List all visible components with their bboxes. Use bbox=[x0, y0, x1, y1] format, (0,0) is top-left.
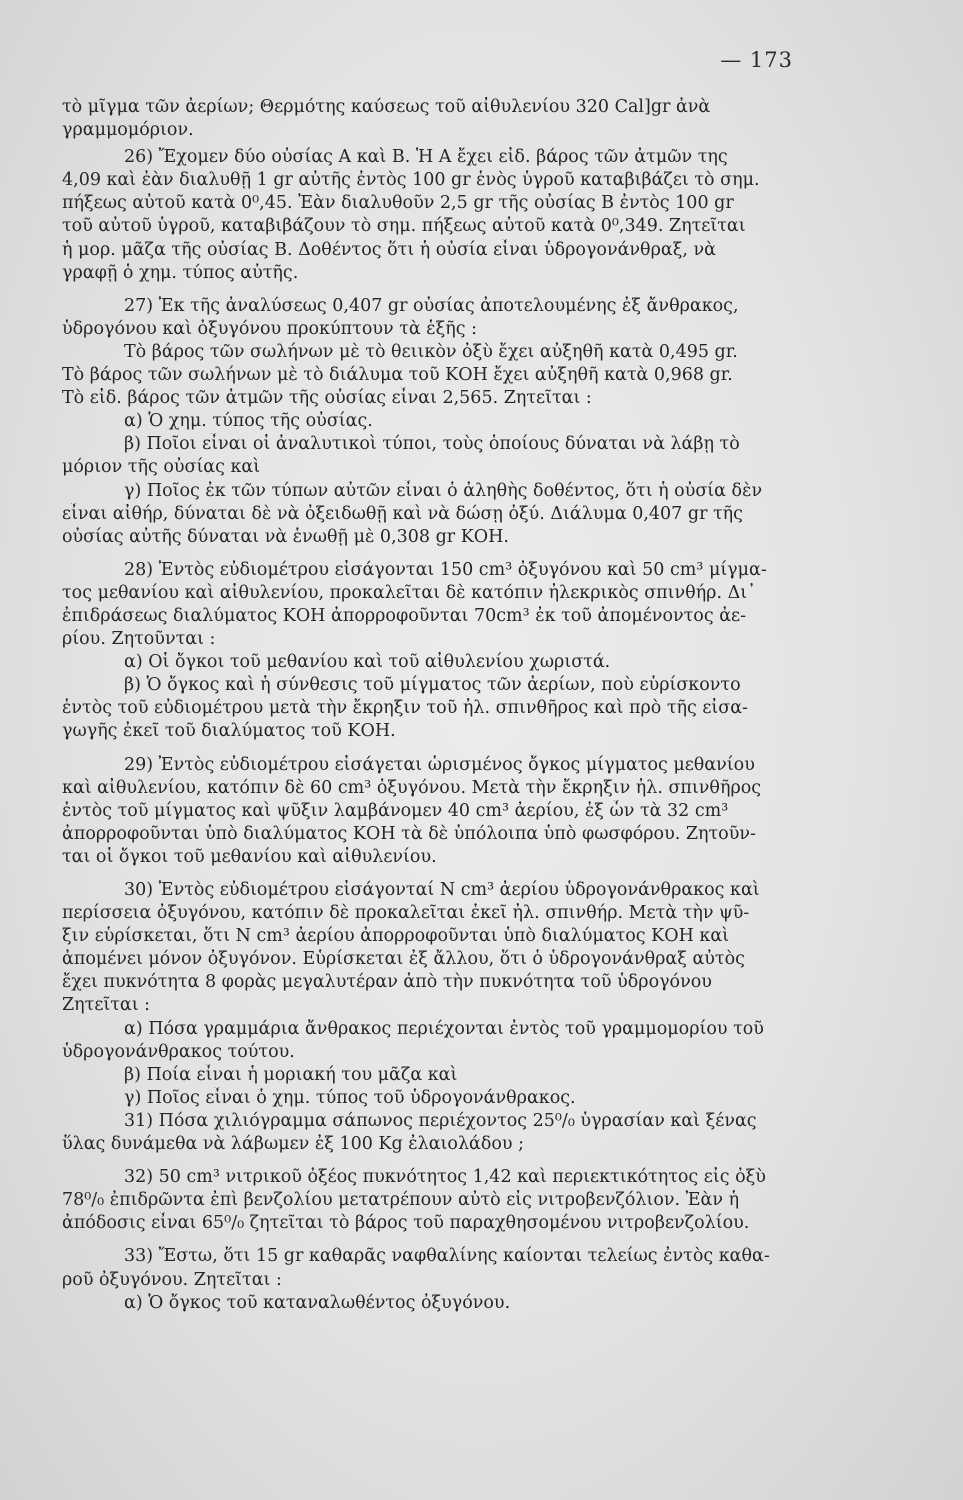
text-line: α) Ὁ χημ. τύπος τῆς οὐσίας. bbox=[124, 411, 373, 432]
text-line: καὶ αἰθυλενίου, κατόπιν δὲ 60 cm³ ὀξυγόνου. Μετὰ τὴν ἔκρηξιν ἠλ. σπινθῆρος bbox=[62, 777, 762, 798]
text-line: ἀπορροφοῦνται ὑπὸ διαλύματος ΚΟΗ τὰ δὲ ὑπόλοιπα ὑπὸ φωσφόρου. Ζητοῦν- bbox=[62, 823, 756, 844]
text-line: β) Ποία εἶναι ἡ μοριακή του μᾶζα καὶ bbox=[124, 1064, 458, 1085]
text-line: ται οἱ ὄγκοι τοῦ μεθανίου καὶ αἰθυλενίου. bbox=[62, 846, 437, 867]
problem-27-line: 27) Ἐκ τῆς ἀναλύσεως 0,407 gr οὐσίας ἀποτελουμένης ἐξ ἄνθρακος, bbox=[124, 295, 739, 316]
text-line: γραφῇ ὁ χημ. τύπος αὐτῆς. bbox=[62, 262, 299, 283]
text-line: γ) Ποῖος εἶναι ὁ χημ. τύπος τοῦ ὑδρογονάνθρακος. bbox=[124, 1087, 576, 1108]
problem-28-line: 28) Ἐντὸς εὐδιομέτρου εἰσάγονται 150 cm³ ὀξυγόνου καὶ 50 cm³ μίγμα- bbox=[124, 559, 767, 580]
text-line: 78⁰/₀ ἐπιδρῶντα ἐπὶ βενζολίου μετατρέπουν αὐτὸ εἰς νιτροβενζόλιον. Ἐὰν ἡ bbox=[62, 1190, 740, 1211]
text-line: γραμμομόριον. bbox=[62, 120, 194, 141]
text-line: ἀπόδοσις εἶναι 65⁰/₀ ζητεῖται τὸ βάρος τοῦ παραχθησομένου νιτροβενζολίου. bbox=[62, 1213, 750, 1234]
text-line: ἀπομένει μόνον ὀξυγόνον. Εὑρίσκεται ἐξ ἄλλου, ὅτι ὁ ὑδρογονάνθραξ αὐτὸς bbox=[62, 949, 745, 970]
text-line: ὑδρογονάνθρακος τούτου. bbox=[62, 1041, 295, 1062]
text-line: α) Οἱ ὄγκοι τοῦ μεθανίου καὶ τοῦ αἰθυλενίου χωριστά. bbox=[124, 652, 611, 673]
text-line: ἐπιδράσεως διαλύματος ΚΟΗ ἀπορροφοῦνται 70cm³ ἐκ τοῦ ἀπομένοντος ἀε- bbox=[62, 605, 746, 626]
text-line: μόριον τῆς οὐσίας καὶ bbox=[62, 457, 261, 478]
text-line: 4,09 καὶ ἐὰν διαλυθῇ 1 gr αὐτῆς ἐντὸς 100 gr ἑνὸς ὑγροῦ καταβιβάζει τὸ σημ. bbox=[62, 170, 760, 191]
text-line: Ζητεῖται : bbox=[62, 995, 151, 1016]
text-line: οὐσίας αὐτῆς δύναται νὰ ἑνωθῇ μὲ 0,308 gr ΚΟΗ. bbox=[62, 526, 509, 547]
text-line: τος μεθανίου καὶ αἰθυλενίου, προκαλεῖται δὲ κατόπιν ἠλεκρικὸς σπινθήρ. Δι᾽ bbox=[62, 582, 756, 603]
text-line: ἡ μορ. μᾶζα τῆς οὐσίας Β. Δοθέντος ὅτι ἡ οὐσία εἶναι ὑδρογονάνθραξ, νὰ bbox=[62, 239, 716, 260]
problem-31-line: 31) Πόσα χιλιόγραμμα σάπωνος περιέχοντος 25⁰/₀ ὑγρασίαν καὶ ξένας bbox=[124, 1110, 757, 1131]
text-line: τὸ μῖγμα τῶν ἀερίων; Θερμότης καύσεως τοῦ αἰθυλενίου 320 Cal]gr ἀνὰ bbox=[62, 97, 711, 117]
problem-29-line: 29) Ἐντὸς εὐδιομέτρου εἰσάγεται ὡρισμένος ὄγκος μίγματος μεθανίου bbox=[124, 754, 755, 775]
text-line: εἶναι αἰθήρ, δύναται δὲ νὰ ὀξειδωθῇ καὶ νὰ δώσῃ ὀξύ. Διάλυμα 0,407 gr τῆς bbox=[62, 503, 743, 524]
text-line: τοῦ αὐτοῦ ὑγροῦ, καταβιβάζουν τὸ σημ. πήξεως αὐτοῦ κατὰ 0⁰,349. Ζητεῖται bbox=[62, 216, 746, 237]
problem-30-line: 30) Ἐντὸς εὐδιομέτρου εἰσάγονταί Ν cm³ ἀερίου ὑδρογονάνθρακος καὶ bbox=[124, 880, 760, 900]
text-line: γ) Ποῖος ἐκ τῶν τύπων αὐτῶν εἶναι ὁ ἀληθὴς δοθέντος, ὅτι ἡ οὐσία δὲν bbox=[124, 480, 763, 501]
problem-26-line: 26) Ἔχομεν δύο οὐσίας Α καὶ Β. Ἡ Α ἔχει εἰδ. βάρος τῶν ἀτμῶν της bbox=[124, 147, 728, 168]
text-line: Τὸ βάρος τῶν σωλήνων μὲ τὸ θειικὸν ὀξὺ ἔχει αὐξηθῆ κατὰ 0,495 gr. bbox=[124, 341, 738, 362]
text-line: ἐντὸς τοῦ εὐδιομέτρου μετὰ τὴν ἔκρηξιν τοῦ ἠλ. σπινθῆρος καὶ πρὸ τῆς εἰσα- bbox=[62, 698, 748, 719]
text-line: ὑδρογόνου καὶ ὀξυγόνου προκύπτουν τὰ ἑξῆς : bbox=[62, 318, 478, 339]
page-number: — 173 bbox=[720, 48, 793, 72]
text-line: περίσσεια ὀξυγόνου, κατόπιν δὲ προκαλεῖται ἐκεῖ ἠλ. σπινθήρ. Μετὰ τὴν ψῦ- bbox=[62, 903, 750, 924]
text-line: α) Πόσα γραμμάρια ἄνθρακος περιέχονται ἐντὸς τοῦ γραμμομορίου τοῦ bbox=[124, 1018, 764, 1039]
text-line: α) Ὁ ὄγκος τοῦ καταναλωθέντος ὀξυγόνου. bbox=[124, 1292, 511, 1313]
text-line: Τὸ βάρος τῶν σωλήνων μὲ τὸ διάλυμα τοῦ ΚΟΗ ἔχει αὐξηθῆ κατὰ 0,968 gr. bbox=[62, 365, 733, 386]
problem-32-line: 32) 50 cm³ νιτρικοῦ ὀξέος πυκνότητος 1,42 καὶ περιεκτικότητος εἰς ὀξὺ bbox=[124, 1167, 766, 1188]
text-line: ροῦ ὀξυγόνου. Ζητεῖται : bbox=[62, 1269, 282, 1290]
text-line: ξιν εὑρίσκεται, ὅτι Ν cm³ ἀερίου ἀπορροφοῦνται ὑπὸ διαλύματος ΚΟΗ καὶ bbox=[62, 926, 730, 947]
problem-33-line: 33) Ἔστω, ὅτι 15 gr καθαρᾶς ναφθαλίνης καίονται τελείως ἐντὸς καθα- bbox=[124, 1246, 770, 1267]
text-line: πήξεως αὐτοῦ κατὰ 0⁰,45. Ἐὰν διαλυθοῦν 2,5 gr τῆς οὐσίας Β ἐντὸς 100 gr bbox=[62, 193, 734, 214]
text-line: ἐντὸς τοῦ μίγματος καὶ ψῦξιν λαμβάνομεν 40 cm³ ἀερίου, ἐξ ὧν τὰ 32 cm³ bbox=[62, 800, 729, 821]
text-line: β) Ποῖοι εἶναι οἱ ἀναλυτικοὶ τύποι, τοὺς ὁποίους δύναται νὰ λάβῃ τὸ bbox=[124, 434, 740, 455]
text-line: γωγῆς ἐκεῖ τοῦ διαλύματος τοῦ ΚΟΗ. bbox=[62, 721, 396, 742]
text-line: ἔχει πυκνότητα 8 φορὰς μεγαλυτέραν ἀπὸ τὴν πυκνότητα τοῦ ὑδρογόνου bbox=[62, 972, 712, 993]
text-line: ὕλας δυνάμεθα νὰ λάβωμεν ἐξ 100 Kg ἐλαιολάδου ; bbox=[62, 1134, 525, 1155]
text-line: ρίου. Ζητοῦνται : bbox=[62, 629, 216, 650]
text-line: Τὸ εἰδ. βάρος τῶν ἀτμῶν τῆς οὐσίας εἶναι 2,565. Ζητεῖται : bbox=[62, 388, 592, 409]
page-body-text bbox=[62, 96, 794, 1315]
text-line: β) Ὁ ὄγκος καὶ ἡ σύνθεσις τοῦ μίγματος τῶν ἀερίων, ποὺ εὑρίσκοντο bbox=[124, 675, 741, 696]
